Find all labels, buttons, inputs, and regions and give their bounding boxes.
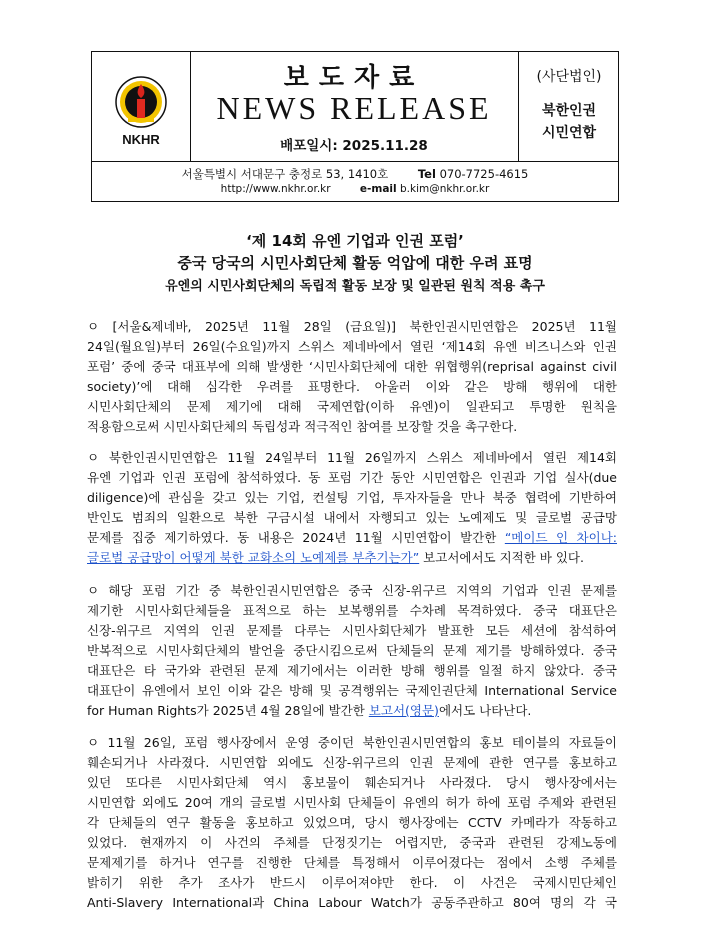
body-line: ㅇ 북한인권시민연합은 11월 24일부터 11월 26일까지 스위스 제네바에서 열린 제14회 xyxy=(87,450,617,465)
headline-forum: ‘제 14회 유엔 기업과 인권 포럼’ xyxy=(246,232,464,250)
body-line: 시민사회단체의 문제 제기에 대해 국제연합(이하 유엔)이 일관되고 투명한 원칙을 xyxy=(87,399,617,414)
report-link-english[interactable]: 보고서(영문) xyxy=(368,703,439,718)
body-line: 밝히기 위한 추가 조사가 반드시 이루어져야만 한다. 이 사건은 국제시민단체인 xyxy=(87,875,617,890)
email-label: e-mail xyxy=(359,183,397,195)
body-line: society)’에 대해 심각한 우려를 표명한다. 아울러 이와 같은 방해 행위에 대한 xyxy=(87,379,617,394)
body-line-with-link xyxy=(87,530,617,546)
body-text: 보고서에서도 지적한 바 있다. xyxy=(419,550,584,565)
candle-logo-icon xyxy=(112,74,170,132)
body-line: 반복적으로 시민사회단체의 발언을 중단시킴으로써 단체들의 문제 제기를 방해하였다. 중국 xyxy=(87,643,617,658)
report-link-made-in-china-cont[interactable]: 글로벌 공급망이 어떻게 북한 교화소의 노예제를 부추기는가” xyxy=(87,550,420,565)
body-line: 신장-위구르 지역의 인권 문제를 다루는 시민사회단체가 발표한 모든 세션에 참석하여 xyxy=(87,623,617,638)
org-type: (사단법인) xyxy=(536,69,602,85)
body-line: 시민연합 외에도 20여 개의 글로벌 시민사회 단체들이 유엔의 허가 하에 포럼 주제와 관련된 xyxy=(87,795,617,810)
body-line: 적용함으로써 시민사회단체의 독립성과 적극적인 참여를 보장할 것을 촉구한다. xyxy=(87,419,518,434)
body-line: 유엔 기업과 인권 포럼에 참석하였다. 동 포럼 기간 동안 시민연합은 인권과 기업 실사(due xyxy=(87,470,617,485)
body-line: Anti-Slavery International과 China Labour Watch가 공동주관하고 80여 명의 각 국 xyxy=(87,895,617,910)
contact-web-line xyxy=(92,183,618,195)
release-date: 배포일시: 2025.11.28 xyxy=(280,138,428,154)
website[interactable]: http://www.nkhr.or.kr xyxy=(220,183,331,195)
body-line-with-link xyxy=(87,550,617,566)
logo-text: NKHR xyxy=(122,132,160,147)
address: 서울특별시 서대문구 충정로 53, 1410호 xyxy=(181,167,389,181)
body-text: 에서도 나타난다. xyxy=(438,703,532,718)
tel-number: 070-7725-4615 xyxy=(439,167,529,181)
body-line: 반인도 범죄의 일환으로 북한 구금시설 내에서 자행되고 있는 노예제도 및 글로벌 공급망 xyxy=(87,510,617,525)
letterhead-divider xyxy=(92,161,618,162)
headline-main: 중국 당국의 시민사회단체 활동 억압에 대한 우려 표명 xyxy=(177,254,533,272)
press-release-title-kr: 보도자료 xyxy=(283,63,425,93)
body-line: 24일(월요일)부터 26일(수요일)까지 스위스 제네바에서 열린 ‘제14회 유엔 비즈니스와 인권 xyxy=(87,339,617,354)
body-line: ㅇ [서울&제네바, 2025년 11월 28일 (금요일)] 북한인권시민연합은 2025년 11월 xyxy=(87,319,617,334)
email[interactable]: b.kim@nkhr.or.kr xyxy=(399,183,490,195)
body-line: 포럼’ 중에 중국 대표부에 의해 발생한 ‘시민사회단체에 대한 위협행위(reprisal against civil xyxy=(87,359,617,374)
contact-address-line xyxy=(92,166,618,182)
body-line: 있던 또다른 시민사회단체 역시 홍보물이 훼손되거나 사라졌다. 당시 행사장에서는 xyxy=(87,775,617,790)
tel-label: Tel xyxy=(417,167,436,181)
body-text: 문제를 집중 제기하였다. 동 내용은 2024년 11월 시민연합이 발간한 xyxy=(87,530,497,545)
letterhead-box xyxy=(91,51,619,202)
body-line: diligence)에 관심을 갖고 있는 기업, 컨설팅 기업, 투자자들을 만나 북중 협력에 기반하여 xyxy=(87,490,617,505)
body-line: 제기한 시민사회단체들을 표적으로 하는 보복행위를 수차례 목격하였다. 중국 대표단은 xyxy=(87,603,617,618)
body-line: ㅇ 11월 26일, 포럼 행사장에서 운영 중이던 북한인권시민연합의 홍보 테이블의 자료들이 xyxy=(87,735,617,750)
org-name-line2: 시민연합 xyxy=(541,125,597,141)
body-line: 대표단이 유엔에서 보인 이와 같은 방해 및 공격행위는 국제인권단체 International Service xyxy=(87,683,617,698)
body-line: 있었다. 현재까지 이 사건의 주체를 단정짓기는 어렵지만, 중국과 관련된 강제노동에 xyxy=(87,835,617,850)
nkhr-logo xyxy=(112,74,170,152)
body-line: 대표단은 타 국가와 관련된 문제 제기에서는 이러한 방해 행위를 일절 하지 않았다. 중국 xyxy=(87,663,617,678)
body-line: 문제제기를 하거나 연구를 진행한 단체를 특정해서 이루어졌다는 점에서 소행 주체를 xyxy=(87,855,617,870)
body-line: ㅇ 해당 포럼 기간 중 북한인권시민연합은 중국 신장-위구르 지역의 기업과 인권 문제를 xyxy=(87,583,617,598)
body-text: for Human Rights가 2025년 4월 28일에 발간한 xyxy=(87,703,365,718)
body-line: 각 단체들의 연구 활동을 홍보하고 있었으며, 당시 행사장에는 CCTV 카메라가 작동하고 xyxy=(87,815,617,830)
headline-sub: 유엔의 시민사회단체의 독립적 활동 보장 및 일관된 원칙 적용 촉구 xyxy=(165,279,545,294)
body-line: 훼손되거나 사라졌다. 시민연합 외에도 신장-위구르의 인권 문제에 관한 연구를 홍보하고 xyxy=(87,755,617,770)
press-release-title-en: NEWS RELEASE xyxy=(216,90,492,126)
report-link-made-in-china[interactable]: “메이드 인 차이나: xyxy=(504,530,617,545)
body-line-with-link xyxy=(87,703,617,719)
org-name-line1: 북한인권 xyxy=(541,103,597,119)
